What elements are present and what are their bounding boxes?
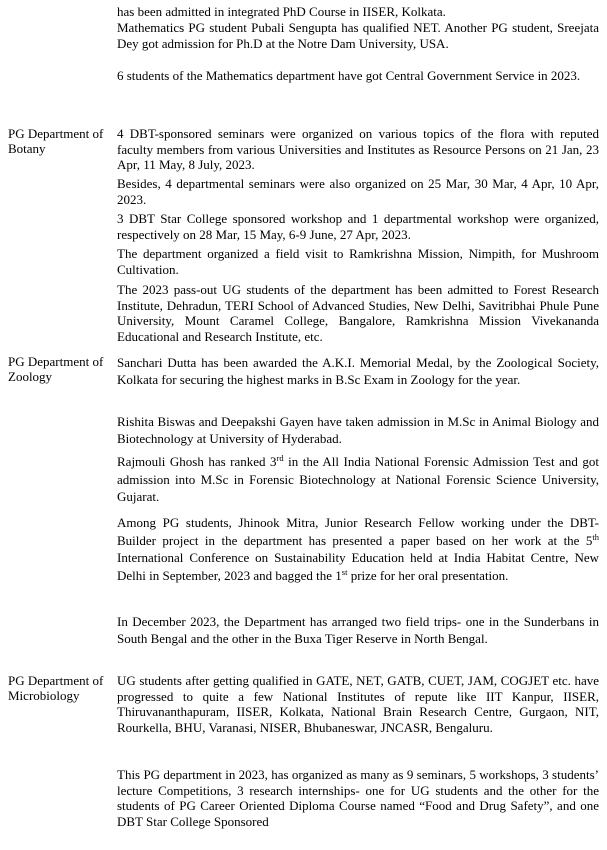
text-run: Among PG students, Jhinook Mitra, Junior Research Fellow working under the DBT-Builder project in the department has presented a paper based on her work at the 5 (117, 515, 599, 548)
paragraph: This PG department in 2023, has organized as many as 9 seminars, 5 workshops, 3 students’ lecture Competitions, 3 research internships- one for UG students and the other for the students of PG Career Oriented Diploma Course named “Food and Drug Safety”, and one DBT Star College Sponsored (117, 767, 599, 829)
paragraph: UG students after getting qualified in GATE, NET, GATB, CUET, JAM, COGJET etc. have progressed to quite a few National Institutes of repute like IIT Kanpur, IISER, Thiruvananthapuram, IISER, Kolkata, National Brain Research Centre, Gurgaon, NIT, Rourkella, BHU, Varanasi, NISER, Bhubaneswar, JNCASR, Bengaluru. (117, 673, 599, 735)
text-run: International Conference on Sustainability Education held at India Habitat Centre, New Delhi in September, 2023 and bagged the 1 (117, 550, 599, 583)
paragraph: 3 DBT Star College sponsored workshop and 1 departmental workshop were organized, respectively on 28 Mar, 15 May, 6-9 June, 27 Apr, 2023. (117, 211, 599, 242)
department-label: PG Department of Microbiology (8, 673, 104, 704)
superscript: th (592, 531, 599, 542)
paragraph: Mathematics PG student Pubali Sengupta has qualified NET. Another PG student, Sreejata Dey got admission for Ph.D at the Notre Dam University, USA. (117, 20, 599, 51)
paragraph: Rishita Biswas and Deepakshi Gayen have taken admission in M.Sc in Animal Biology and Biotechnology at University of Hyderabad. (117, 414, 599, 447)
paragraph: Besides, 4 departmental seminars were also organized on 25 Mar, 30 Mar, 4 Apr, 10 Apr, 2023. (117, 176, 599, 207)
superscript: rd (276, 453, 284, 463)
text-run: Rajmouli Ghosh has ranked 3 (117, 454, 277, 469)
paragraph: 4 DBT-sponsored seminars were organized on various topics of the flora with reputed faculty members from various Universities and Institutes as Resource Persons on 21 Jan, 23 Apr, 11 May, 8 July, 2023. (117, 126, 599, 173)
paragraph: Sanchari Dutta has been awarded the A.K.I. Memorial Medal, by the Zoological Society, Kolkata for securing the highest marks in B.Sc Exam in Zoology for the year. (117, 355, 599, 388)
text-run: in the All India National Forensic Admission Test and got admission into M.Sc in Forensic Biotechnology at National Forensic Science University, Gujarat. (117, 454, 599, 504)
paragraph: The department organized a field visit to Ramkrishna Mission, Nimpith, for Mushroom Cultivation. (117, 246, 599, 277)
department-label: PG Department of Botany (8, 126, 104, 157)
paragraph: In December 2023, the Department has arranged two field trips- one in the Sunderbans in South Bengal and the other in the Buxa Tiger Reserve in North Bengal. (117, 614, 599, 647)
superscript: st (341, 566, 348, 577)
department-label: PG Department of Zoology (8, 354, 104, 385)
paragraph (117, 453, 599, 506)
text-run: prize for her oral presentation. (347, 567, 509, 583)
paragraph: 6 students of the Mathematics department have got Central Government Service in 2023. (117, 68, 581, 83)
paragraph: has been admitted in integrated PhD Course in IISER, Kolkata. (117, 4, 446, 19)
paragraph: The 2023 pass-out UG students of the department has been admitted to Forest Research Institute, Dehradun, TERI School of Advanced Studies, New Delhi, Savitribhai Phule Pune University, Mount Caramel College, Bangalore, Ramkrishna Mission Vivekananda Educational and Research Institute, etc. (117, 282, 599, 344)
paragraph (117, 514, 599, 584)
